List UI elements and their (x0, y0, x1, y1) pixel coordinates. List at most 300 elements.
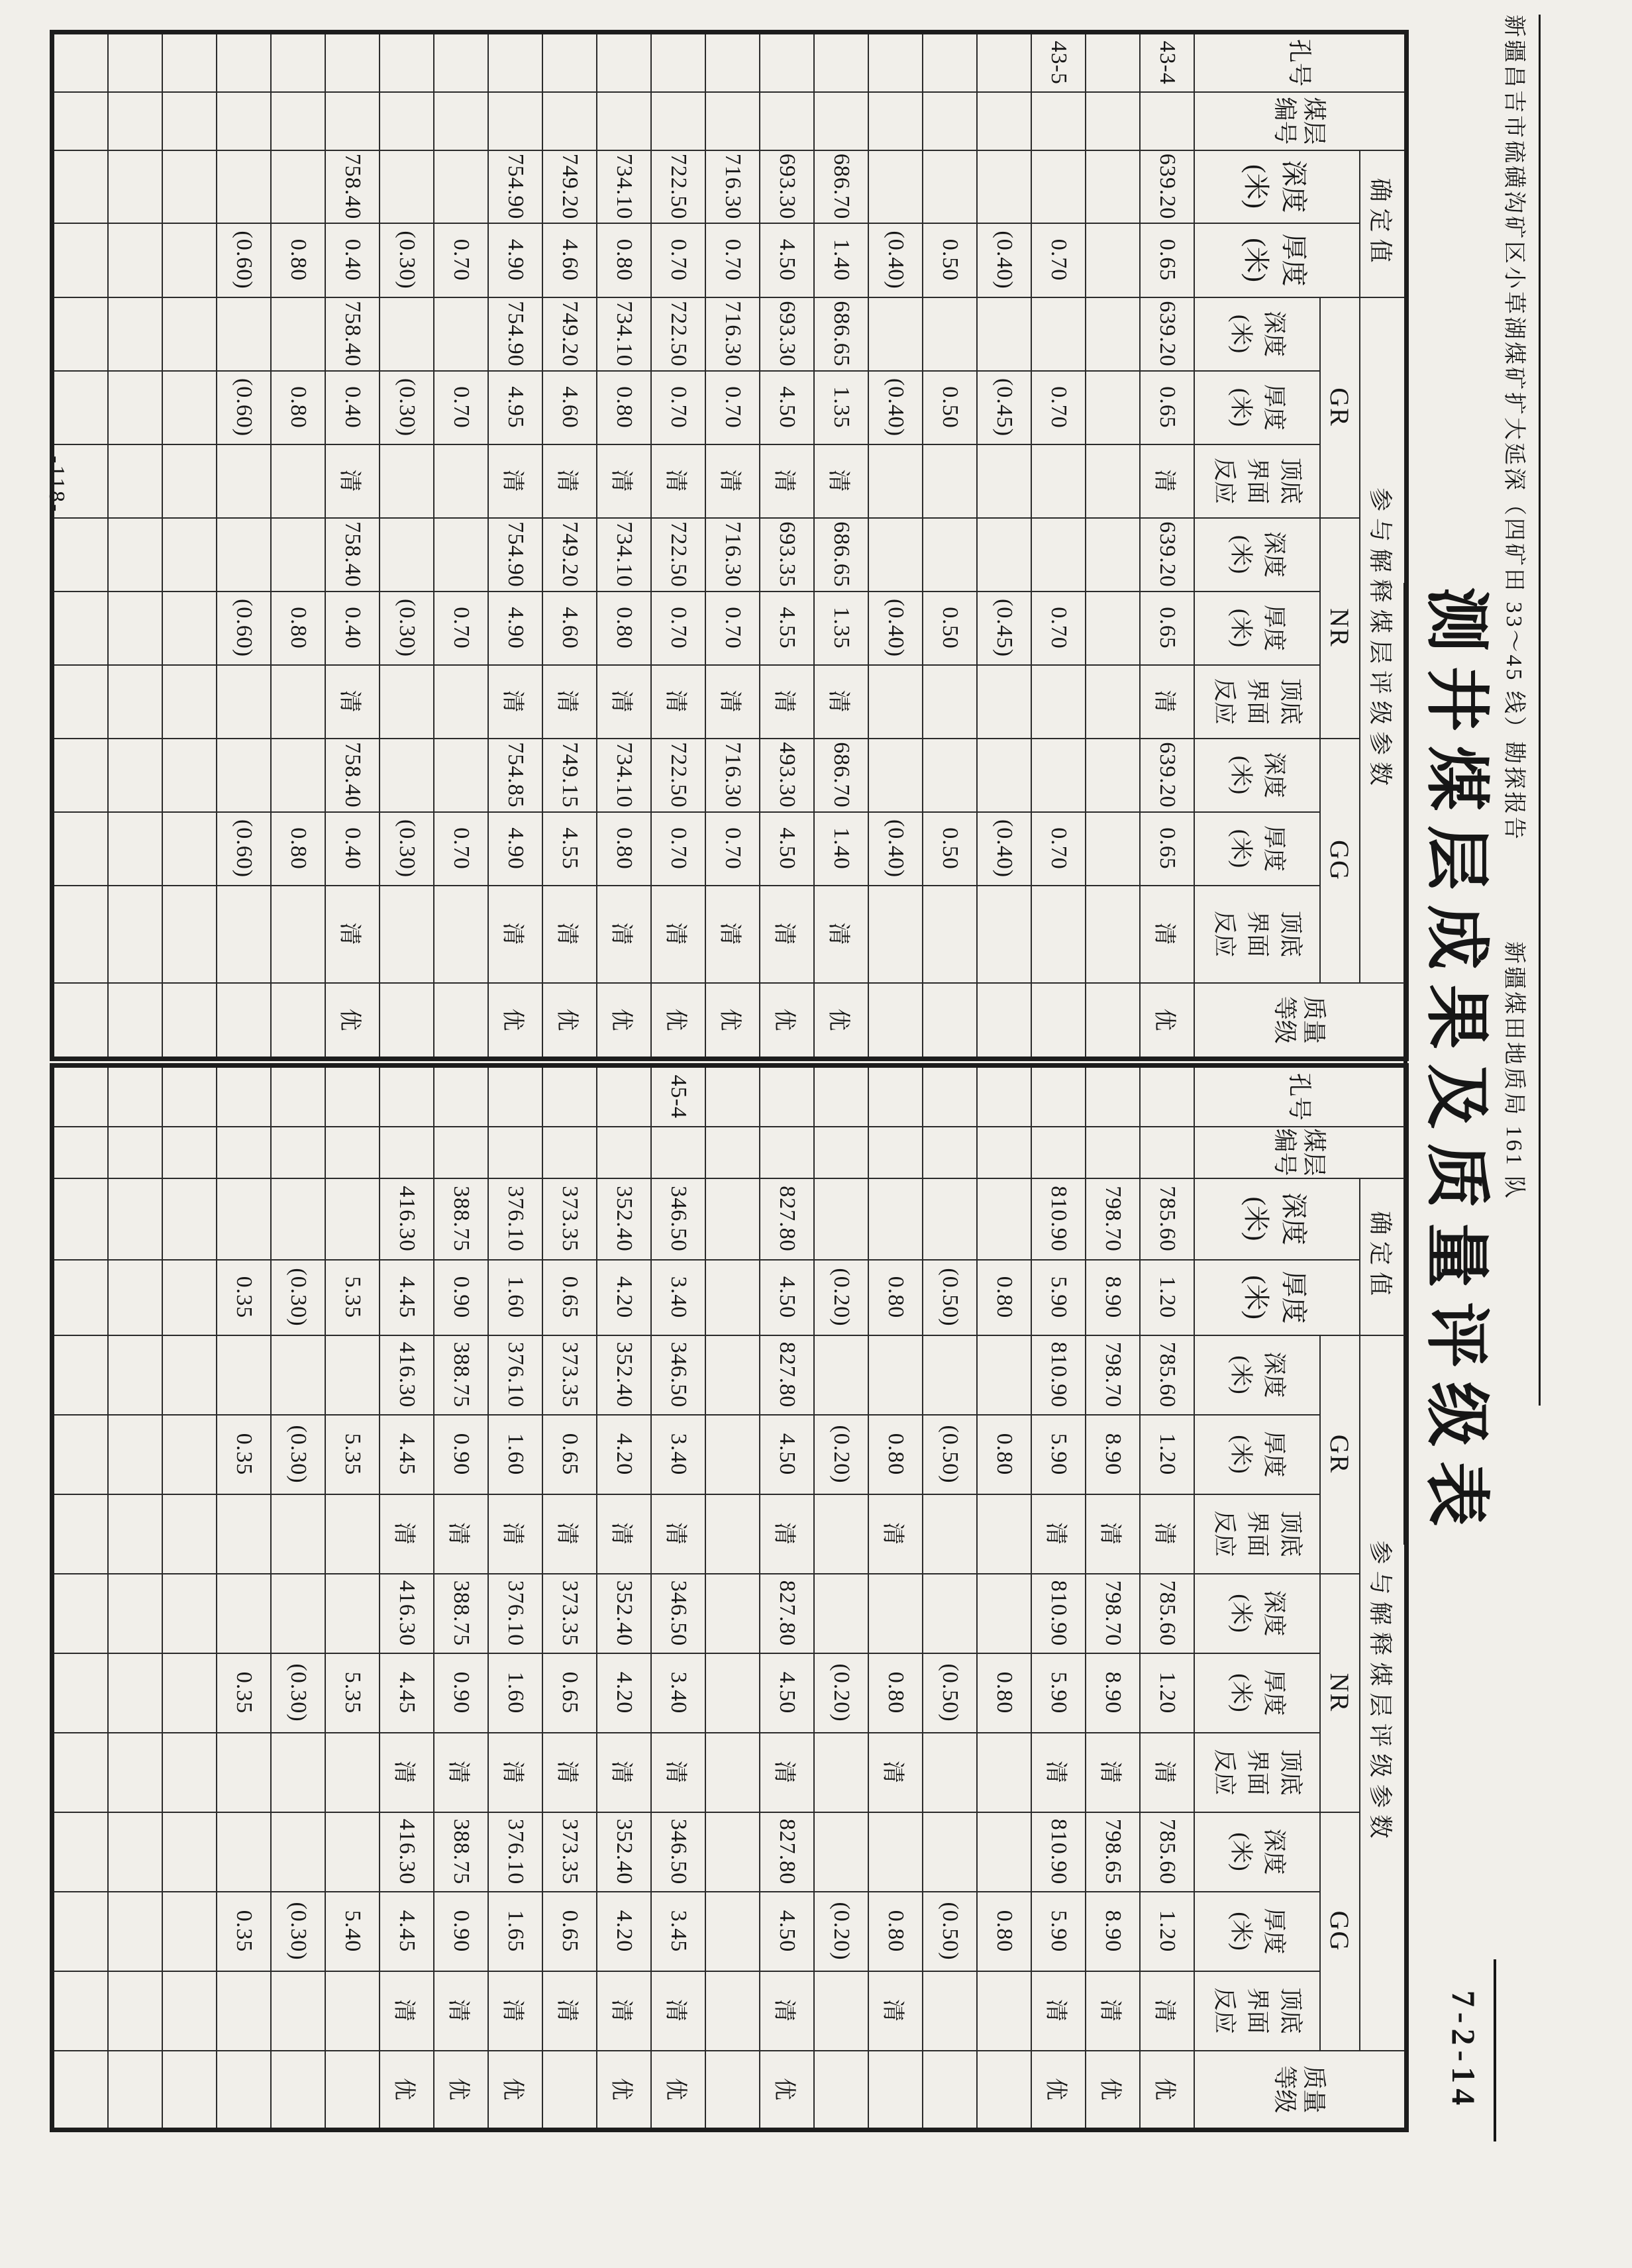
value-cell (1086, 150, 1140, 223)
value-cell: 清 (868, 1971, 923, 2051)
value-cell (1031, 297, 1086, 371)
table-row (760, 1066, 814, 2130)
value-cell: 1.20 (1140, 1653, 1194, 1733)
value-cell (271, 1574, 325, 1653)
value-cell (705, 1494, 760, 1574)
grade-cell (1031, 983, 1086, 1059)
hole-number-cell (325, 1066, 380, 1127)
value-cell: 810.90 (1031, 1335, 1086, 1415)
value-cell: 686.65 (814, 297, 868, 371)
value-cell: 810.90 (1031, 1178, 1086, 1260)
value-cell: 清 (1031, 1971, 1086, 2051)
grade-cell (542, 2051, 597, 2130)
header-line: 顶底 (1278, 1987, 1303, 2034)
header-gr-reaction (1194, 444, 1320, 518)
value-cell (380, 886, 434, 983)
value-cell (108, 518, 162, 592)
value-cell: 0.70 (434, 371, 488, 444)
value-cell (977, 150, 1031, 223)
grade-cell: 优 (1140, 2051, 1194, 2130)
hole-number-cell (1086, 1066, 1140, 1127)
header-line: 反应 (1211, 911, 1237, 958)
value-cell (977, 739, 1031, 812)
value-cell: 4.45 (380, 1415, 434, 1494)
value-cell: 清 (705, 665, 760, 739)
value-cell: 758.40 (325, 518, 380, 592)
value-cell (434, 1127, 488, 1178)
value-cell (705, 1335, 760, 1415)
grade-cell (271, 2051, 325, 2130)
value-cell (977, 1971, 1031, 2051)
value-cell: 清 (597, 886, 651, 983)
value-cell (108, 1574, 162, 1653)
value-cell (1031, 518, 1086, 592)
table-row (977, 1066, 1031, 2130)
table-row (434, 1066, 488, 2130)
hole-number-cell (597, 32, 651, 92)
value-cell (434, 92, 488, 150)
table-row (380, 1066, 434, 2130)
value-cell (108, 592, 162, 665)
value-cell (162, 223, 217, 297)
value-cell (271, 92, 325, 150)
value-cell: 1.60 (488, 1260, 542, 1335)
value-cell (1086, 1127, 1140, 1178)
value-cell (325, 1971, 380, 2051)
value-cell: 0.80 (271, 371, 325, 444)
value-cell: 1.35 (814, 592, 868, 665)
value-cell (162, 1574, 217, 1653)
value-cell (380, 297, 434, 371)
header-line: 界面 (1245, 458, 1270, 505)
value-cell: (0.60) (217, 371, 271, 444)
value-cell: 810.90 (1031, 1574, 1086, 1653)
table-row (923, 1066, 977, 2130)
header-line: 深度 (1279, 1192, 1309, 1245)
value-cell: 4.50 (760, 1415, 814, 1494)
value-cell: (0.40) (868, 371, 923, 444)
value-cell (705, 92, 760, 150)
value-cell (162, 1415, 217, 1494)
value-cell (923, 297, 977, 371)
value-cell (52, 444, 109, 518)
value-cell: 清 (325, 886, 380, 983)
value-cell: 清 (597, 665, 651, 739)
value-cell: 754.90 (488, 297, 542, 371)
header-nr-reaction (1194, 665, 1320, 739)
hole-number-cell (380, 1066, 434, 1127)
hole-number-cell: 43-5 (1031, 32, 1086, 92)
value-cell: (0.20) (814, 1653, 868, 1733)
value-cell (108, 1653, 162, 1733)
value-cell (162, 1812, 217, 1892)
value-cell (488, 92, 542, 150)
hole-number-cell (542, 1066, 597, 1127)
value-cell (52, 1574, 109, 1653)
value-cell: 清 (434, 1494, 488, 1574)
value-cell: 清 (597, 1494, 651, 1574)
value-cell: 785.60 (1140, 1178, 1194, 1260)
value-cell (271, 739, 325, 812)
value-cell (162, 886, 217, 983)
value-cell: 1.20 (1140, 1415, 1194, 1494)
value-cell: 493.30 (760, 739, 814, 812)
table-row (868, 1066, 923, 2130)
value-cell (434, 150, 488, 223)
value-cell: 清 (488, 1494, 542, 1574)
value-cell (977, 1574, 1031, 1653)
header-line: (米) (1241, 238, 1271, 282)
header-line: 编号 (1272, 1128, 1298, 1176)
table-row (325, 32, 380, 1059)
value-cell: 1.20 (1140, 1892, 1194, 1971)
value-cell: (0.60) (217, 812, 271, 886)
grade-cell: 优 (1140, 983, 1194, 1059)
value-cell (434, 886, 488, 983)
value-cell (271, 297, 325, 371)
hole-number-cell (542, 32, 597, 92)
value-cell: 清 (760, 1971, 814, 2051)
value-cell: 清 (1140, 665, 1194, 739)
value-cell (108, 1971, 162, 2051)
table-row (651, 1066, 705, 2130)
value-cell (380, 739, 434, 812)
header-nr-thickness (1194, 1653, 1320, 1733)
value-cell: 734.10 (597, 297, 651, 371)
value-cell (162, 739, 217, 812)
value-cell: 清 (434, 1971, 488, 2051)
value-cell (162, 1260, 217, 1335)
header-line: 厚度 (1261, 605, 1287, 652)
value-cell: 1.20 (1140, 1260, 1194, 1335)
value-cell (977, 444, 1031, 518)
value-cell (217, 150, 271, 223)
value-cell: 716.30 (705, 739, 760, 812)
value-cell: 5.90 (1031, 1653, 1086, 1733)
value-cell: 清 (597, 1733, 651, 1812)
header-line: 深度 (1261, 1351, 1287, 1398)
value-cell (217, 518, 271, 592)
value-cell: 686.70 (814, 150, 868, 223)
value-cell: 清 (488, 444, 542, 518)
header-line: 反应 (1211, 678, 1237, 725)
value-cell: 0.65 (542, 1892, 597, 1971)
value-cell (814, 1494, 868, 1574)
value-cell: 4.45 (380, 1260, 434, 1335)
page-title: 测井煤层成果及质量评级表 (1403, 583, 1509, 1545)
header-line: 等级 (1272, 996, 1298, 1044)
value-cell (868, 1812, 923, 1892)
value-cell: (0.40) (977, 223, 1031, 297)
value-cell: 0.80 (868, 1653, 923, 1733)
header-thickness (1194, 223, 1360, 297)
value-cell: (0.30) (380, 223, 434, 297)
hole-number-cell (162, 1066, 217, 1127)
value-cell (271, 1335, 325, 1415)
table-row (651, 32, 705, 1059)
value-cell (705, 1260, 760, 1335)
value-cell (162, 1892, 217, 1971)
value-cell (217, 444, 271, 518)
value-cell (162, 1653, 217, 1733)
value-cell (162, 518, 217, 592)
value-cell: 清 (1031, 1733, 1086, 1812)
value-cell (162, 592, 217, 665)
value-cell: 0.90 (434, 1415, 488, 1494)
value-cell: 清 (597, 1971, 651, 2051)
value-cell (814, 1127, 868, 1178)
table-row (1086, 1066, 1140, 2130)
header-depth (1194, 1178, 1360, 1260)
value-cell: 0.70 (434, 812, 488, 886)
grade-cell (977, 2051, 1031, 2130)
value-cell (814, 1574, 868, 1653)
value-cell: 0.80 (597, 812, 651, 886)
value-cell: 0.80 (977, 1260, 1031, 1335)
table-row (271, 1066, 325, 2130)
value-cell (814, 1812, 868, 1892)
value-cell (488, 1127, 542, 1178)
value-cell (1086, 518, 1140, 592)
value-cell (977, 518, 1031, 592)
value-cell (380, 150, 434, 223)
value-cell: 清 (760, 665, 814, 739)
header-gr-thickness (1194, 371, 1320, 444)
value-cell: 清 (760, 886, 814, 983)
value-cell (977, 1127, 1031, 1178)
value-cell: 827.80 (760, 1574, 814, 1653)
header-gr-reaction (1194, 1494, 1320, 1574)
value-cell: 4.50 (760, 223, 814, 297)
value-cell: 1.60 (488, 1653, 542, 1733)
value-cell: 346.50 (651, 1574, 705, 1653)
value-cell: 清 (651, 444, 705, 518)
grade-cell (434, 983, 488, 1059)
value-cell: 4.20 (597, 1892, 651, 1971)
value-cell (325, 1812, 380, 1892)
value-cell (52, 812, 109, 886)
table-row (1031, 1066, 1086, 2130)
value-cell (271, 665, 325, 739)
value-cell (108, 1260, 162, 1335)
value-cell (52, 1415, 109, 1494)
value-cell (923, 665, 977, 739)
value-cell (108, 1494, 162, 1574)
value-cell (434, 739, 488, 812)
header-grade (1194, 983, 1407, 1059)
value-cell (977, 1733, 1031, 1812)
table-row (108, 1066, 162, 2130)
value-cell: 785.60 (1140, 1812, 1194, 1892)
value-cell (52, 739, 109, 812)
grade-cell (325, 2051, 380, 2130)
table-row (162, 1066, 217, 2130)
value-cell (271, 1178, 325, 1260)
value-cell (380, 518, 434, 592)
value-cell: 0.50 (923, 592, 977, 665)
value-cell: 0.35 (217, 1415, 271, 1494)
header-line: (米) (1228, 387, 1254, 427)
value-cell: 清 (325, 444, 380, 518)
header-line: 界面 (1245, 1510, 1270, 1557)
report-header-left: 新疆昌吉市硫磺沟矿区小草湖煤矿扩大延深（四矿田 33～45 线）勘探报告 (1502, 15, 1526, 842)
value-cell: (0.40) (868, 223, 923, 297)
value-cell (325, 1733, 380, 1812)
value-cell: 清 (1031, 1494, 1086, 1574)
value-cell (814, 1335, 868, 1415)
value-cell: 388.75 (434, 1178, 488, 1260)
header-line: 等级 (1272, 2065, 1298, 2114)
hole-number-cell (1086, 32, 1140, 92)
value-cell: 0.70 (1031, 371, 1086, 444)
grade-cell (705, 2051, 760, 2130)
value-cell (162, 1971, 217, 2051)
value-cell: 0.70 (705, 812, 760, 886)
value-cell (52, 150, 109, 223)
grade-cell: 优 (488, 983, 542, 1059)
grade-cell (162, 983, 217, 1059)
value-cell: 0.70 (705, 592, 760, 665)
value-cell (217, 1574, 271, 1653)
header-thickness (1194, 1260, 1360, 1335)
value-cell: 0.80 (977, 1653, 1031, 1733)
header-line: (米) (1228, 1594, 1254, 1633)
value-cell: 758.40 (325, 739, 380, 812)
value-cell (325, 1335, 380, 1415)
value-cell: 0.35 (217, 1653, 271, 1733)
value-cell: 清 (1086, 1494, 1140, 1574)
value-cell: 清 (542, 1494, 597, 1574)
table-row (434, 32, 488, 1059)
grade-cell (868, 983, 923, 1059)
value-cell (217, 886, 271, 983)
value-cell: 3.40 (651, 1415, 705, 1494)
value-cell: 清 (597, 444, 651, 518)
value-cell: 758.40 (325, 150, 380, 223)
header-line: 反应 (1211, 458, 1237, 505)
value-cell: 0.80 (597, 592, 651, 665)
value-cell: 0.70 (434, 592, 488, 665)
value-cell (434, 518, 488, 592)
value-cell (1031, 92, 1086, 150)
hole-number-cell (705, 1066, 760, 1127)
value-cell (271, 886, 325, 983)
value-cell: (0.45) (977, 592, 1031, 665)
value-cell (977, 665, 1031, 739)
value-cell (1140, 92, 1194, 150)
value-cell: 352.40 (597, 1335, 651, 1415)
value-cell: 清 (380, 1494, 434, 1574)
value-cell: 810.90 (1031, 1812, 1086, 1892)
header-hole: 孔号 (1194, 32, 1407, 92)
page-number: -118- (44, 456, 69, 514)
grade-cell: 优 (597, 2051, 651, 2130)
value-cell: 0.65 (1140, 812, 1194, 886)
value-cell: 716.30 (705, 297, 760, 371)
header-line: 反应 (1211, 1987, 1237, 2034)
value-cell: 清 (434, 1733, 488, 1812)
value-cell: (0.50) (923, 1415, 977, 1494)
value-cell (868, 665, 923, 739)
value-cell (162, 444, 217, 518)
header-line: (米) (1228, 829, 1254, 868)
value-cell (271, 1733, 325, 1812)
value-cell: 376.10 (488, 1178, 542, 1260)
header-gr-thickness (1194, 1415, 1320, 1494)
value-cell: 清 (1140, 1494, 1194, 1574)
value-cell: 0.40 (325, 592, 380, 665)
value-cell (108, 665, 162, 739)
header-line: 厚度 (1279, 1270, 1309, 1324)
header-line: (米) (1228, 1435, 1254, 1474)
grade-cell (380, 983, 434, 1059)
value-cell: 4.45 (380, 1653, 434, 1733)
value-cell: 0.40 (325, 371, 380, 444)
table-row (1086, 32, 1140, 1059)
table-row (542, 32, 597, 1059)
table-row (162, 32, 217, 1059)
hole-number-cell (977, 32, 1031, 92)
grade-cell: 优 (597, 983, 651, 1059)
value-cell (868, 150, 923, 223)
value-cell (271, 444, 325, 518)
value-cell: 4.60 (542, 371, 597, 444)
value-cell (52, 1260, 109, 1335)
header-line: 厚度 (1261, 1431, 1287, 1478)
value-cell: 1.35 (814, 371, 868, 444)
value-cell: 734.10 (597, 518, 651, 592)
value-cell: 清 (814, 665, 868, 739)
value-cell: (0.30) (271, 1892, 325, 1971)
value-cell: 清 (380, 1971, 434, 2051)
value-cell: 5.35 (325, 1260, 380, 1335)
grade-cell: 优 (1031, 2051, 1086, 2130)
value-cell (977, 1494, 1031, 1574)
value-cell (271, 1127, 325, 1178)
header-line: (米) (1241, 1275, 1271, 1319)
header-line: (米) (1228, 1355, 1254, 1394)
value-cell (108, 1415, 162, 1494)
header-line: 界面 (1245, 678, 1270, 725)
value-cell: 686.70 (814, 739, 868, 812)
value-cell: 清 (1140, 1733, 1194, 1812)
value-cell: 8.90 (1086, 1653, 1140, 1733)
value-cell: 清 (760, 444, 814, 518)
value-cell: 8.90 (1086, 1415, 1140, 1494)
value-cell: 373.35 (542, 1812, 597, 1892)
grade-cell (977, 983, 1031, 1059)
header-line: 煤层 (1301, 97, 1327, 145)
value-cell (108, 1733, 162, 1812)
header-line: 深度 (1261, 752, 1287, 799)
value-cell: 0.90 (434, 1892, 488, 1971)
header-nr-thickness (1194, 592, 1320, 665)
header-group-gr: GR (1320, 1335, 1360, 1574)
value-cell (52, 886, 109, 983)
value-cell (868, 1178, 923, 1260)
value-cell (52, 1335, 109, 1415)
value-cell (977, 1178, 1031, 1260)
value-cell: (0.60) (217, 592, 271, 665)
value-cell (923, 92, 977, 150)
value-cell (1086, 812, 1140, 886)
value-cell (108, 1812, 162, 1892)
value-cell (162, 1178, 217, 1260)
value-cell: 4.90 (488, 223, 542, 297)
value-cell: (0.30) (271, 1415, 325, 1494)
value-cell: 4.20 (597, 1415, 651, 1494)
value-cell (108, 1178, 162, 1260)
